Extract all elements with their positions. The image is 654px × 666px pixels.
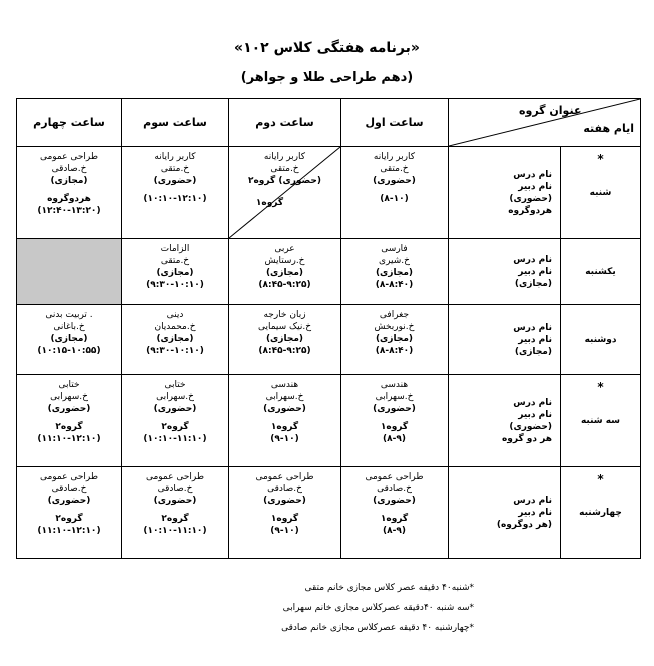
class-detail-line: طراحی عمومی [39,472,99,482]
class-detail-line: (۸-۸:۴۰) [375,346,414,356]
class-detail-line: (۱۱:۱۰-۱۲:۱۰) [37,434,101,444]
footnote: *چهارشنبه ۴۰ دقیقه عصرکلاس مجازی خانم صادقی [281,623,474,633]
class-detail-line: گروه۲ [55,422,83,432]
class-detail-line: خ.باغانی [53,322,85,332]
class-cell [229,467,341,559]
group-info-cell [449,375,561,467]
class-cell [122,239,229,305]
hour-header-4: ساعت چهارم [17,99,122,147]
footnotes [281,578,474,638]
class-detail-line: هندسی [380,380,409,390]
class-detail-line: (حضوری) [47,496,91,506]
class-detail-line: خ.سهرابی [265,392,304,402]
group-info-line: نام دبیر [518,409,552,420]
group-info-line: نام درس [513,397,552,408]
class-detail-line: (حضوری) [373,404,416,414]
class-detail-line: (مجازی) [375,334,414,344]
class-detail-line: خ.شیری [379,256,410,266]
class-detail-line: هندسی [270,380,299,390]
class-cell [341,467,449,559]
class-cell [122,305,229,375]
class-detail-line: (حضوری) [153,404,197,414]
class-detail-line: گروه۲ [161,514,189,524]
class-detail-line: خ.صادقی [51,164,87,174]
table-row [17,147,641,239]
class-cell [17,467,122,559]
class-detail-line: کاربر رایانه [373,152,416,162]
day-cell [561,147,641,239]
class-detail-line: گروه۲ [161,422,189,432]
class-detail-line: گروه۱ [255,198,284,208]
class-detail-line: (مجازی) [265,334,304,344]
class-detail-line: (۹-۱۰) [270,434,299,444]
class-detail-line: (۱۰:۱۵-۱۰:۵۵) [37,346,101,356]
class-detail-line: (۱۰:۱۰-۱۲:۱۰) [143,194,207,204]
class-cell [122,375,229,467]
class-detail-line: طراحی عمومی [365,472,424,482]
class-detail-line: (مجازی) [156,268,194,278]
day-name: یکشنبه [585,266,616,277]
class-detail-line: الزامات [160,244,190,254]
hour-header-3: ساعت سوم [122,99,229,147]
asterisk-mark: * [597,472,604,486]
class-detail-line: (مجازی) [375,268,414,278]
spacer [229,187,340,197]
class-detail-line: (۱۰:۱۰-۱۱:۱۰) [143,434,207,444]
header-corner-cell [449,99,641,147]
class-cell [229,239,341,305]
class-detail-line: . تربیت بدنی [45,310,93,320]
class-detail-line: ختابی [58,380,80,390]
day-name: سه شنبه [580,415,621,426]
class-detail-line: گروه۱ [270,514,299,524]
class-detail-line: (حضوری) [153,176,197,186]
class-detail-line: (۸:۴۵-۹:۲۵) [258,280,311,290]
day-name: دوشنبه [584,334,617,345]
group-info-line: (مجازی) [514,278,552,289]
class-detail-line: کاربر رایانه [263,152,306,162]
class-detail-line: خ.متقی [160,164,190,174]
class-detail-line: (مجازی) [156,334,194,344]
class-detail-line: عربی [274,244,295,254]
class-detail-line: ختابی [164,380,186,390]
group-info-cell [449,305,561,375]
class-cell [17,375,122,467]
class-detail-line: خ.صادقی [51,484,87,494]
class-detail-line: (حضوری) [153,496,197,506]
class-cell [341,147,449,239]
class-detail-line: خ.نیک سیمایی [257,322,311,332]
footnote: *شنبه۴۰ دقیقه عصر کلاس مجازی خانم متقی [304,583,474,593]
class-cell [122,147,229,239]
class-cell [17,305,122,375]
class-detail-line: (مجازی) [50,176,88,186]
class-detail-line: خ.متقی [380,164,409,174]
class-detail-line: (مجازی) [265,268,304,278]
asterisk-mark: * [597,380,604,394]
table-row [17,305,641,375]
header-row [17,99,641,147]
day-cell [561,375,641,467]
class-detail-line: گروه۱ [380,514,409,524]
class-detail-line: (۹:۳۰-۱۰:۱۰) [146,280,204,290]
class-detail-line: (۹:۳۰-۱۰:۱۰) [146,346,204,356]
class-detail-line: (حضوری) [373,496,416,506]
group-info-line: نام درس [513,495,552,506]
class-detail-line: (مجازی) [50,334,88,344]
class-detail-line: گروه۱ [270,422,299,432]
table-row [17,239,641,305]
table-row [17,467,641,559]
class-cell [341,305,449,375]
schedule-table [16,98,641,559]
group-info-line: نام دبیر [518,507,552,518]
class-detail-line: (۸:۴۵-۹:۲۵) [258,346,311,356]
class-detail-line: جغرافی [379,310,410,320]
hour-header-2: ساعت دوم [229,99,341,147]
class-detail-line: خ.رستایش [264,256,305,266]
group-info-line: نام درس [513,322,552,333]
class-detail-line: خ.سهرابی [50,392,88,402]
class-detail-line: (حضوری) [263,496,306,506]
class-detail-line: (۸-۹) [383,434,406,444]
group-info-cell [449,239,561,305]
class-detail-line: (۹-۱۰) [270,526,299,536]
page-title: «برنامه هفتگی کلاس ۱۰۲» [234,40,420,56]
class-detail-line: گروه۱ [380,422,409,432]
class-detail-line: خ.محمدیان [154,322,196,332]
table-row [17,375,641,467]
class-detail-line: طراحی عمومی [255,472,314,482]
page-subtitle: (دهم طراحی طلا و جواهر) [240,70,414,85]
class-cell [341,239,449,305]
day-name: چهارشنبه [579,507,622,518]
group-title-label: عنوان گروه [519,104,582,117]
class-detail-line: خ.نوربخش [374,322,415,332]
class-detail-line: کاربر رایانه [154,152,196,162]
class-detail-line: خ.صادقی [267,484,302,494]
group-info-line: نام دبیر [518,266,552,277]
class-detail-line: خ.صادقی [157,484,193,494]
group-info-line: (حضوری) [509,421,552,432]
class-detail-line: (۱۲:۴۰-۱۳:۲۰) [37,206,101,216]
class-detail-line: خ.سهرابی [375,392,414,402]
class-cell [341,375,449,467]
group-info-line: (حضوری) [509,193,552,204]
hour-header-1: ساعت اول [341,99,449,147]
group-info-line: هردوگروه [508,205,552,216]
class-cell [17,147,122,239]
class-detail-line: خ.سهرابی [156,392,194,402]
group-info-line: نام درس [513,254,552,265]
class-detail-line: (حضوری) گروه۲ [247,176,322,186]
class-detail-line: (۱۰:۱۰-۱۱:۱۰) [143,526,207,536]
group-info-line: (مجازی) [514,346,552,357]
footnote: *سه شنبه ۴۰دقیقه عصرکلاس مجازی خانم سهرابی [282,603,474,613]
class-detail-line: خ.صادقی [377,484,412,494]
class-detail-line: زبان خارجه [263,310,306,320]
group-info-line: نام درس [513,169,552,180]
class-detail-line: هردوگروه [47,194,91,204]
group-info-line: (هر دوگروه) [496,519,552,530]
group-info-cell [449,467,561,559]
class-detail-line: طراحی عمومی [145,472,205,482]
day-cell [561,305,641,375]
class-detail-line: (حضوری) [47,404,91,414]
class-detail-line: (۸-۸:۴۰) [375,280,414,290]
group-info-line: نام دبیر [518,181,552,192]
class-detail-line: (۱۱:۱۰-۱۲:۱۰) [37,526,101,536]
group-info-line: نام دبیر [518,334,552,345]
day-cell [561,239,641,305]
class-cell [229,375,341,467]
class-detail-line: دینی [166,310,184,320]
class-detail-line: فارسی [381,244,408,254]
class-detail-line: خ.متقی [270,164,299,174]
class-detail-line: (۸-۹) [383,526,406,536]
empty-class-cell [17,239,122,305]
class-detail-line: (حضوری) [373,176,416,186]
split-class-cell [229,147,341,239]
class-detail-line: طراحی عمومی [39,152,99,162]
group-info-line: هر دو گروه [501,433,552,444]
class-cell [229,305,341,375]
class-detail-line: (۸-۱۰) [380,194,409,204]
class-detail-line: خ.متقی [160,256,190,266]
day-name: شنبه [589,187,612,198]
class-cell [122,467,229,559]
asterisk-mark: * [597,152,604,166]
day-cell [561,467,641,559]
class-detail-line: (حضوری) [263,404,306,414]
group-info-cell [449,147,561,239]
days-label: ایام هفته [583,122,634,135]
class-detail-line: گروه۲ [55,514,83,524]
